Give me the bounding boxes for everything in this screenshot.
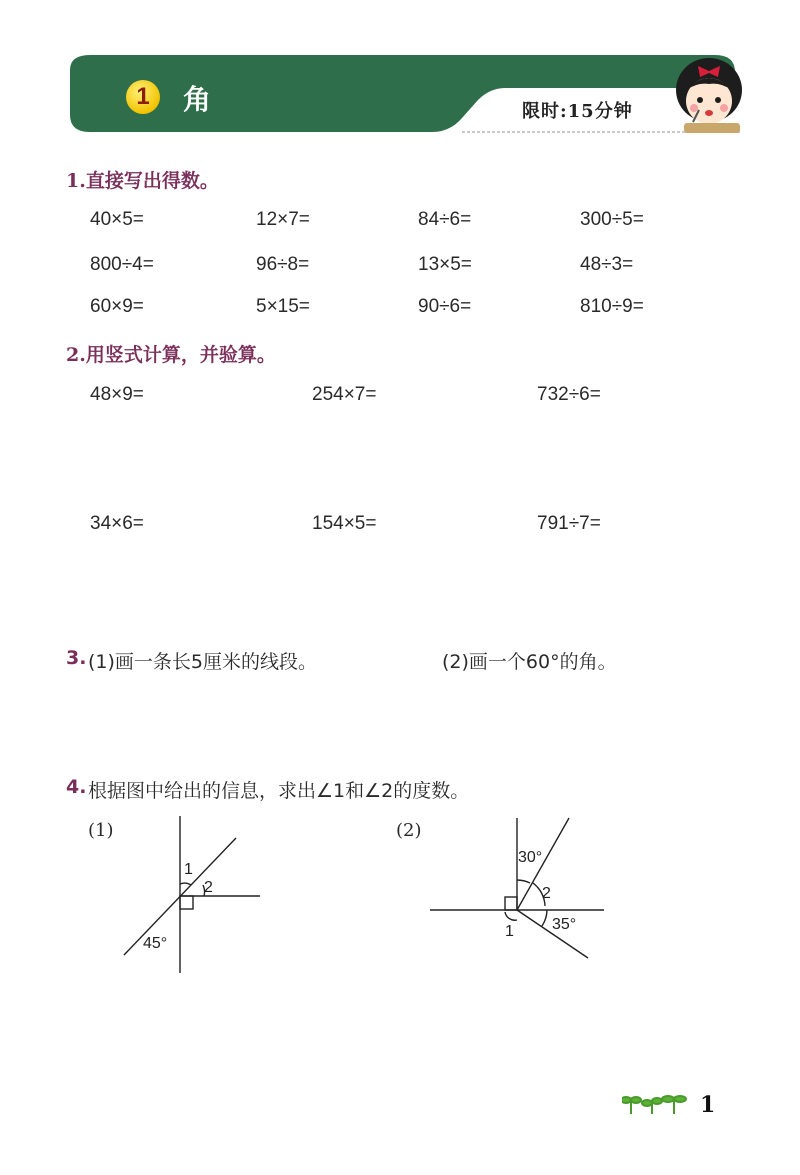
question-number: 1.: [66, 170, 86, 192]
problem: 60×9=: [90, 296, 144, 317]
problem: 810÷9=: [580, 296, 644, 317]
question-text: 直接写出得数。: [85, 170, 219, 192]
question-3-part-1: (1)画一条长5厘米的线段。: [88, 651, 318, 673]
angle-label: 1: [505, 923, 514, 940]
problem: 791÷7=: [537, 513, 601, 534]
question-text: 用竖式计算，并验算。: [85, 344, 276, 366]
question-3-number: 3.: [66, 647, 87, 669]
banner-shape: [70, 55, 735, 132]
question-2-title: [66, 340, 276, 367]
problem: 84÷6=: [418, 209, 472, 230]
figure-1-label: (1): [88, 820, 114, 841]
problem: 40×5=: [90, 209, 144, 230]
question-3-part-2: (2)画一个60°的角。: [442, 651, 617, 673]
problem: 254×7=: [312, 384, 377, 405]
problem: 154×5=: [312, 513, 377, 534]
question-number: 2.: [66, 344, 86, 366]
page-number: 1: [700, 1092, 716, 1118]
problem: 13×5=: [418, 254, 472, 275]
figure-2-label: (2): [396, 820, 422, 841]
question-4-text: 根据图中给出的信息，求出∠1和∠2的度数。: [88, 780, 470, 802]
lesson-number-badge: 1: [126, 80, 160, 114]
angle-label: 30°: [518, 849, 543, 866]
angle-label: 2: [542, 885, 551, 902]
problem: 96÷8=: [256, 254, 310, 275]
page-header: [0, 0, 800, 150]
problem: 732÷6=: [537, 384, 601, 405]
header-banner: [0, 0, 800, 150]
problem: 5×15=: [256, 296, 310, 317]
angle-label: 45°: [143, 935, 168, 952]
problem: 48×9=: [90, 384, 144, 405]
question-4-number: 4.: [66, 776, 87, 798]
lesson-title: 角: [183, 83, 212, 116]
figure-2-diagram: [430, 818, 604, 958]
problem: 48÷3=: [580, 254, 634, 275]
angle-label: 35°: [552, 916, 577, 933]
problem: 300÷5=: [580, 209, 644, 230]
problem: 800÷4=: [90, 254, 154, 275]
question-1-title: [66, 166, 219, 193]
problem: 90÷6=: [418, 296, 472, 317]
girl-mascot-icon: [676, 58, 742, 133]
sprouts-icon: [622, 1092, 688, 1118]
problem: 34×6=: [90, 513, 144, 534]
problem: 12×7=: [256, 209, 310, 230]
angle-label: 2: [204, 879, 213, 896]
figure-1-diagram: [124, 816, 260, 973]
time-limit: 限时:15分钟: [522, 101, 633, 122]
angle-label: 1: [184, 861, 193, 878]
